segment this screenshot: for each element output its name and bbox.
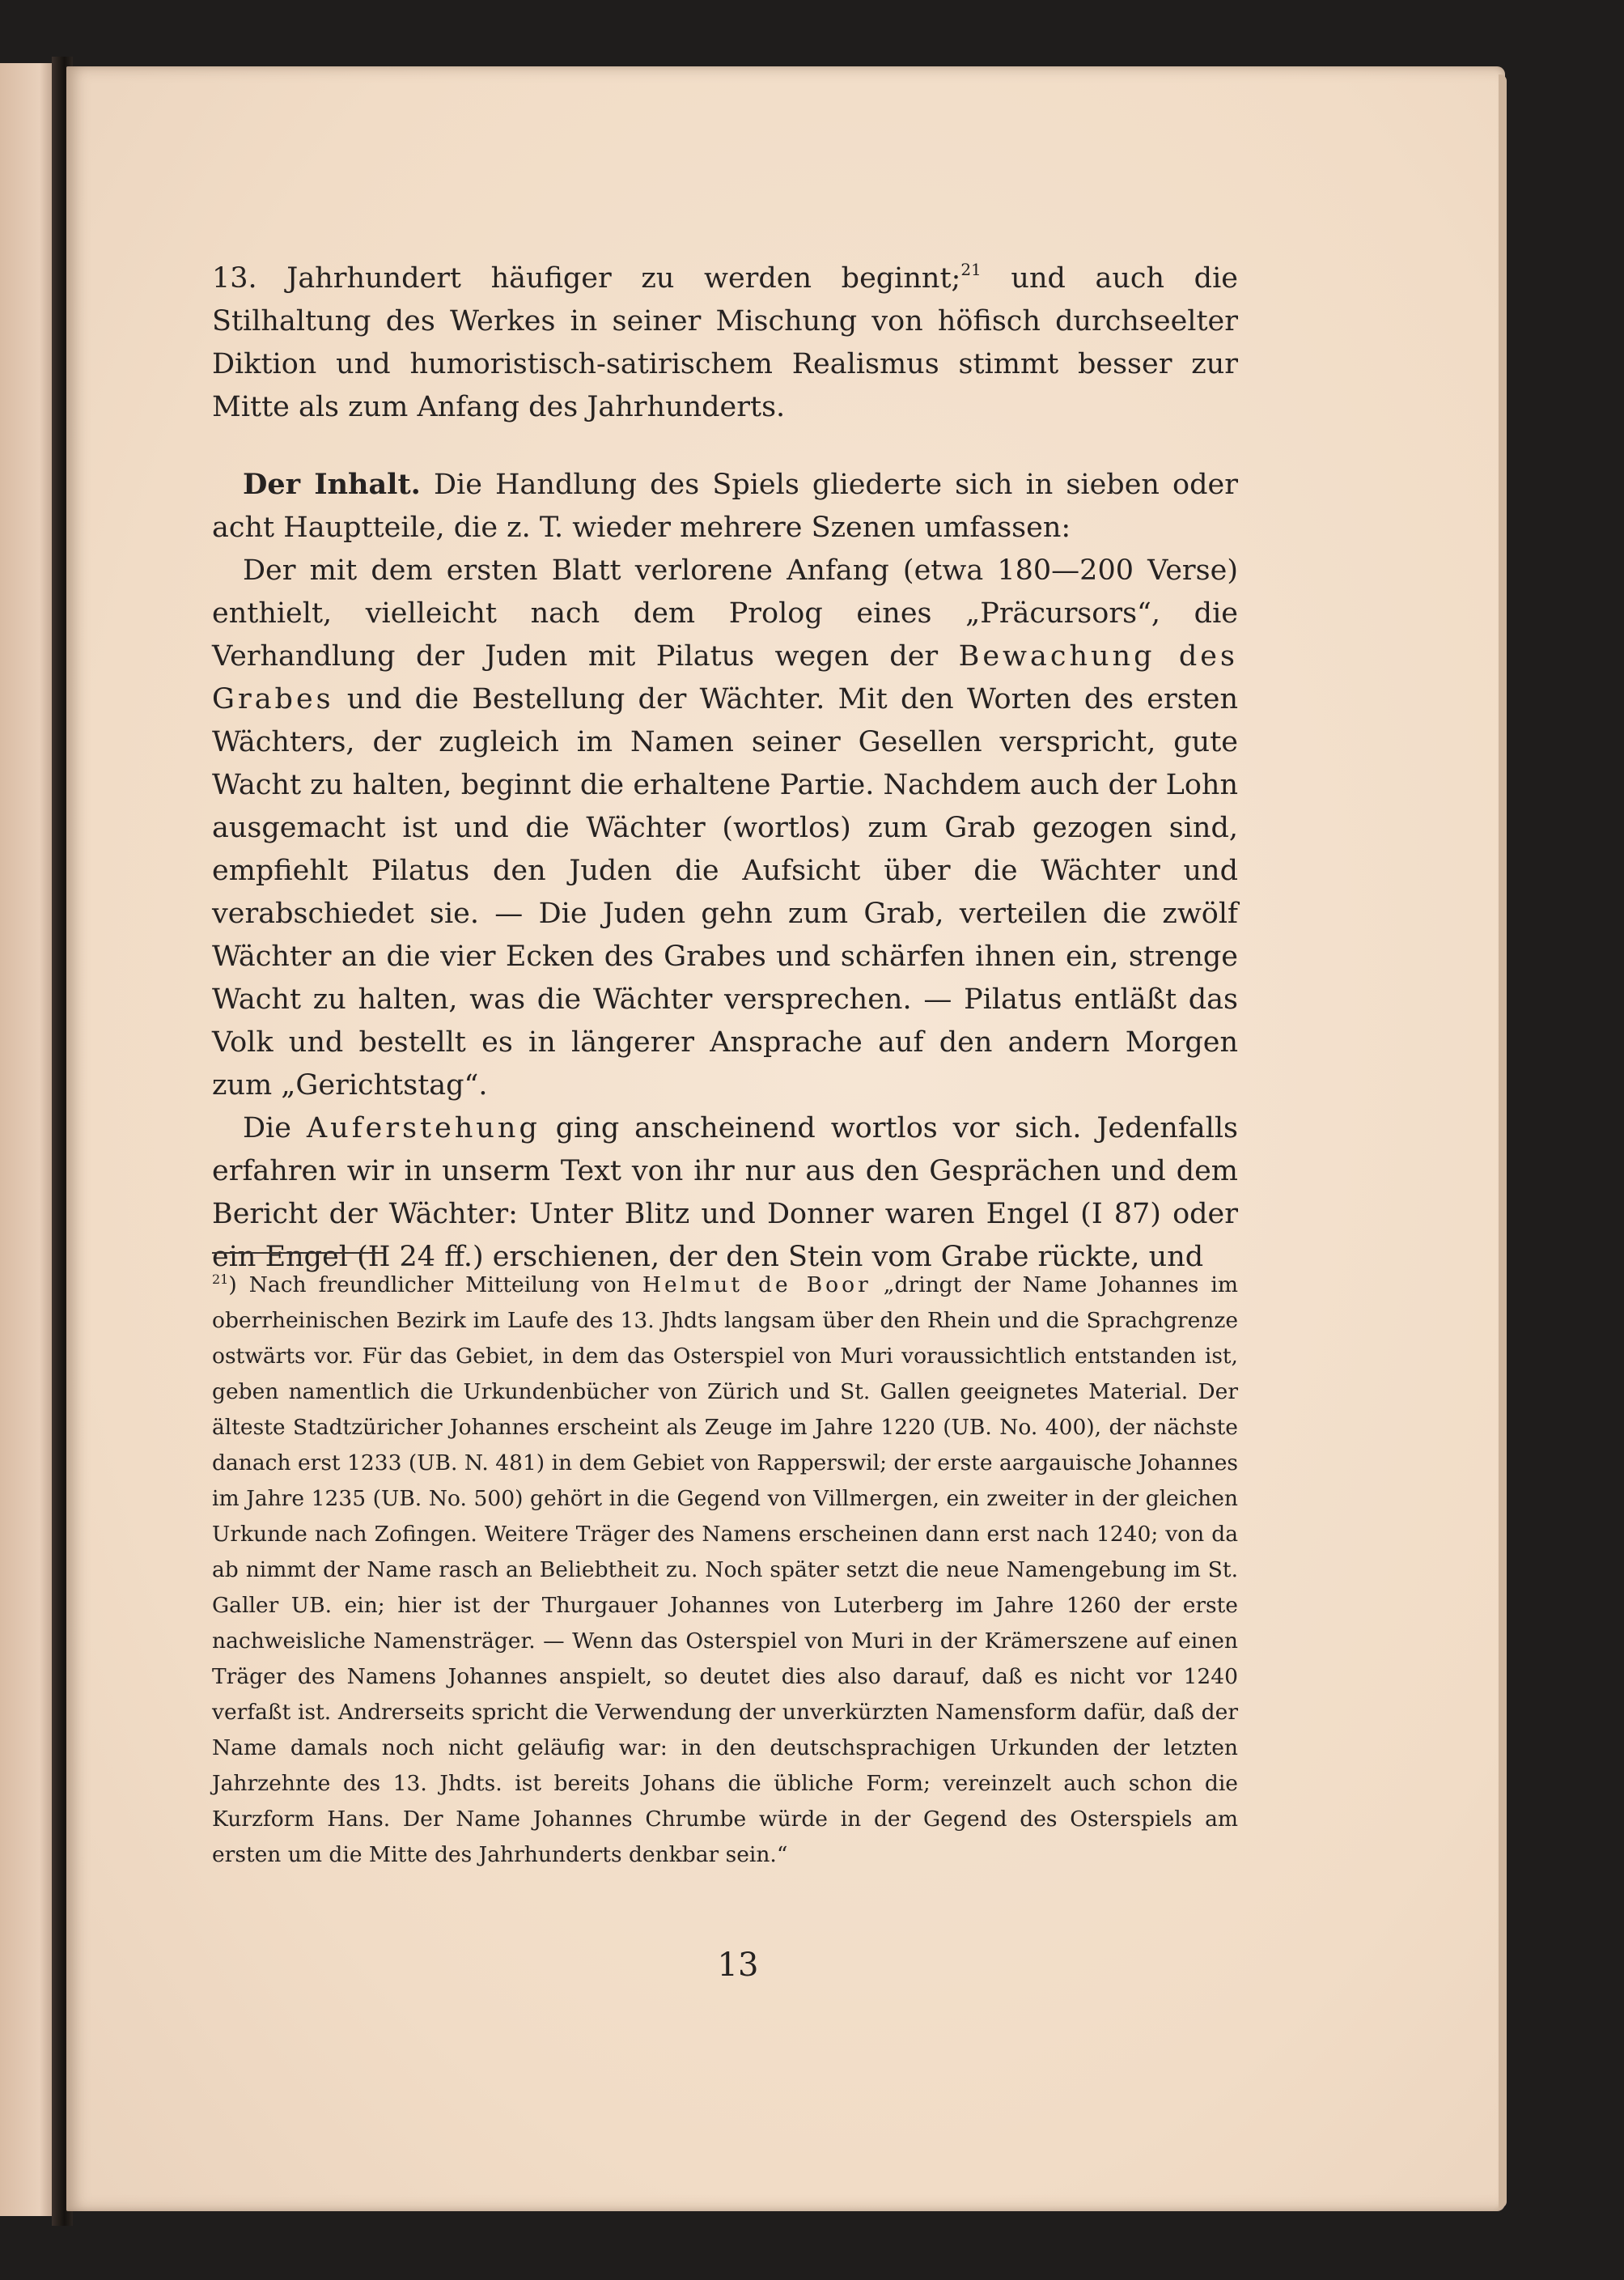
- footnote-text-b: „dringt der Name Johannes im oberrheinischen Bezirk im Laufe des 13. Jhdts langsam über den Rhein und die Sprachgrenze ostwärts vor. Für das Gebiet, in dem das Osterspiel von Muri voraussichtlich entstanden ist, geben namentlich die Urkundenbücher von Zürich und St. Gallen geeignetes Material. Der älteste Stadtzüricher Johannes erscheint als Zeuge im Jahre 1220 (UB. No. 400), der nächste danach erst 1233 (UB. N. 481) in dem Gebiet von Rapperswil; der erste aargauische Johannes im Jahre 1235 (UB. No. 500) gehört in die Gegend von Villmergen, ein zweiter in der gleichen Urkunde nach Zofingen. Weitere Träger des Namens erscheinen dann erst nach 1240; von da ab nimmt der Name rasch an Beliebtheit zu. Noch später setzt die neue Namengebung im St. Galler UB. ein; hier ist der Thurgauer Johannes von Luterberg im Jahre 1260 der erste nachweisliche Namensträger. — Wenn das Osterspiel von Muri in der Krämerszene auf einen Träger des Namens Johannes anspielt, so deutet dies also darauf, daß es nicht vor 1240 verfaßt ist. Andrerseits spricht die Verwendung der unverkürzten Namensform dafür, daß der Name damals noch nicht geläufig war: in den deutschsprachigen Urkunden der letzten Jahrzehnte des 13. Jhdts. ist bereits Johans die übliche Form; vereinzelt auch schon die Kurzform Hans. Der Name Johannes Chrumbe würde in der Gegend des Osterspiels am ersten um die Mitte des Jahrhunderts denkbar sein.“: [212, 1272, 1238, 1867]
- paragraph-2-text: Die Handlung des Spiels gliederte sich in sieben oder acht Hauptteile, die z. T. wieder mehrere Szenen umfassen:: [212, 469, 1238, 544]
- footnote-marker: 21: [212, 1272, 229, 1287]
- emphasis-spaced: Bewachung des Grabes: [212, 640, 1238, 715]
- page-number: 13: [717, 1947, 759, 1984]
- paragraph-spacer: [212, 429, 1238, 463]
- emphasis-spaced-auferstehung: Auferstehung: [306, 1112, 541, 1144]
- paragraph-3-continuation: und die Bestellung der Wächter. Mit den Worten des ersten Wächters, der zugleich im Namen seiner Gesellen verspricht, gute Wacht zu halten, beginnt die erhaltene Partie. Nachdem auch der Lohn ausgemacht ist und die Wächter (wortlos) zum Grab gezogen sind, empfiehlt Pilatus den Juden die Aufsicht über die Wächter und verabschiedet sie. — Die Juden gehn zum Grab, verteilen die zwölf Wächter an die vier Ecken des Grabes und schärfen ihnen ein, strenge Wacht zu halten, was die Wächter versprechen. — Pilatus entläßt das Volk und bestellt es in längerer Ansprache auf den andern Morgen zum „Gerichtstag“.: [212, 683, 1238, 1102]
- body-text: [212, 257, 1238, 1279]
- footnote-rule: [212, 1252, 385, 1254]
- facing-page-edge: [0, 63, 57, 2216]
- main-text-block: [212, 257, 1238, 1279]
- paragraph-4-start: Die: [243, 1112, 291, 1144]
- footnote-reference: 21: [960, 260, 982, 279]
- page-fore-edge: [1499, 74, 1507, 2208]
- paragraph-3: [212, 550, 1238, 1107]
- paragraph-1-continuation: und auch die Stilhaltung des Werkes in seiner Mischung von höfisch durchseelter Diktion und humoristisch-satirischem Realismus stimmt besser zur Mitte als zum Anfang des Jahrhunderts.: [212, 262, 1238, 423]
- footnote-text-a: ) Nach freundlicher Mitteilung von: [228, 1272, 630, 1297]
- paragraph-1-text: 13. Jahrhundert häufiger zu werden beginnt;: [212, 262, 961, 295]
- footnote-author: Helmut de Boor: [642, 1272, 871, 1297]
- paragraph-3-text: Der mit dem ersten Blatt verlorene Anfang (etwa 180—200 Verse) enthielt, vielleicht nach dem Prolog eines „Präcursors“, die Verhandlung der Juden mit Pilatus wegen der: [212, 554, 1238, 673]
- paragraph-2: [212, 463, 1238, 550]
- footnote: [212, 1267, 1238, 1873]
- section-heading: Der Inhalt.: [243, 468, 421, 501]
- paragraph-1: [212, 257, 1238, 429]
- paragraph-4-text: ging anscheinend wortlos vor sich. Jedenfalls erfahren wir in unserm Text von ihr nur aus den Gesprächen und dem Bericht der Wächter: Unter Blitz und Donner waren Engel (I 87) oder ein Engel (II 24 ff.) erschienen, der den Stein vom Grabe rückte, und: [212, 1112, 1238, 1273]
